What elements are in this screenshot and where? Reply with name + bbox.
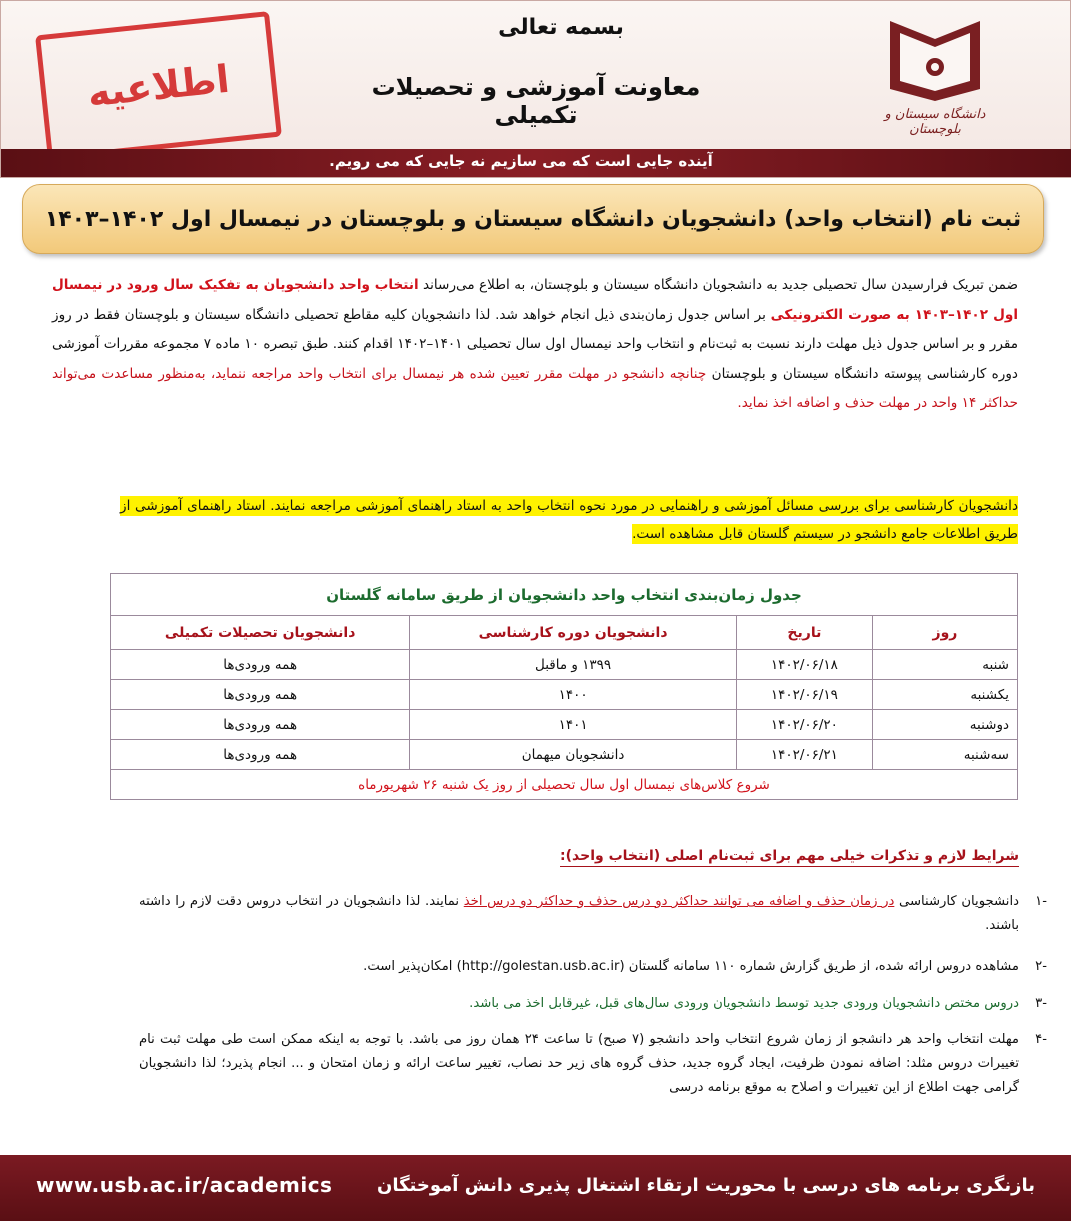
page-title: ثبت نام (انتخاب واحد) دانشجویان دانشگاه سیستان و بلوچستان در نیمسال اول ۱۴۰۲–۱۴۰۳ bbox=[44, 206, 1022, 232]
academics-url-link[interactable]: www.usb.ac.ir/academics bbox=[36, 1173, 333, 1197]
bismillah-title: بسمه تعالی bbox=[498, 15, 624, 40]
conditions-title: شرایط لازم و تذکرات خیلی مهم برای ثبت‌نام اصلی (انتخاب واحد): bbox=[560, 848, 1019, 867]
row-graduate: همه ورودی‌ها bbox=[111, 710, 410, 740]
table-row bbox=[111, 680, 1018, 710]
row-day: یکشنبه bbox=[872, 680, 1017, 710]
advisor-note bbox=[120, 492, 1018, 548]
university-logo bbox=[870, 11, 1000, 141]
row-undergrad: ۱۴۰۰ bbox=[410, 680, 737, 710]
schedule-table-wrapper bbox=[110, 573, 1018, 800]
table-row bbox=[111, 650, 1018, 680]
advisor-note-text: دانشجویان کارشناسی برای بررسی مسائل آموزشی و راهنمایی در مورد نحوه انتخاب واحد به استاد راهنمای آموزشی مراجعه نمایند. استاد راهنمای آموزشی از طریق اطلاعات جامع دانشجو در سیستم گلستان قابل مشاهده است. bbox=[120, 498, 1018, 542]
condition-text: دروس مختص دانشجویان ورودی جدید توسط دانشجویان ورودی سال‌های قبل، غیرقابل اخذ می باشد. bbox=[469, 996, 1019, 1011]
schedule-caption: جدول زمان‌بندی انتخاب واحد دانشجویان از طریق سامانه گلستان bbox=[111, 574, 1018, 616]
row-undergrad: ۱۴۰۱ bbox=[410, 710, 737, 740]
title-banner bbox=[22, 184, 1044, 254]
schedule-header-row bbox=[111, 616, 1018, 650]
condition-text: نمایند. لذا دانشجویان در انتخاب دروس دقت لازم را داشته باشند. bbox=[139, 894, 1019, 933]
row-date: ۱۴۰۲/۰۶/۲۱ bbox=[736, 740, 872, 770]
condition-item-3 bbox=[139, 992, 1047, 1016]
header bbox=[0, 0, 1071, 178]
condition-emphasis: در زمان حذف و اضافه می توانند حداکثر دو درس حذف و حداکثر دو درس اخذ bbox=[463, 894, 895, 909]
row-graduate: همه ورودی‌ها bbox=[111, 740, 410, 770]
schedule-table bbox=[110, 573, 1018, 800]
condition-item-4 bbox=[139, 1028, 1047, 1100]
condition-number: -۲ bbox=[1035, 959, 1047, 974]
condition-number: -۴ bbox=[1035, 1032, 1047, 1047]
footer-slogan: بازنگری برنامه های درسی با محوریت ارتقاء اشتغال پذیری دانش آموختگان bbox=[376, 1175, 1035, 1196]
condition-number: -۱ bbox=[1035, 894, 1047, 909]
row-date: ۱۴۰۲/۰۶/۱۸ bbox=[736, 650, 872, 680]
row-undergrad: دانشجویان میهمان bbox=[410, 740, 737, 770]
intro-paragraph bbox=[52, 271, 1018, 419]
condition-item-1 bbox=[139, 890, 1047, 938]
intro-text-2: بر اساس جدول زمان‌بندی ذیل انجام خواهد شد. لذا دانشجویان کلیه مقاطع تحصیلی دانشگاه سیستان و بلوچستان فقط در روز مقرر و بر اساس جدول ذیل مهلت دارند نسبت به ثبت‌نام و انتخاب واحد نیمسال اول سال تحصیلی ۱۴۰۱–۱۴۰۲ اقدام کنند. طبق تبصره ۱۰ ماده ۷ مجموعه مقررات آموزشی دوره کارشناسی پیوسته دانشگاه سیستان و بلوچستان bbox=[52, 306, 1018, 382]
condition-text: دانشجویان کارشناسی bbox=[894, 894, 1020, 909]
row-day: سه‌شنبه bbox=[872, 740, 1017, 770]
row-day: شنبه bbox=[872, 650, 1017, 680]
schedule-footer-row bbox=[111, 770, 1018, 800]
condition-text: مهلت انتخاب واحد هر دانشجو از زمان شروع انتخاب واحد دانشجو (۷ صبح) تا ساعت ۲۴ همان روز می باشد. با توجه به اینکه ممکن است طی مهلت ثبت نام تغییرات دروس مثلد: اضافه نمودن ظرفیت، ایجاد گروه جدید، حذف گروه های زیر حد نصاب، تغییر ساعت ارائه و زمان امتحان و ... انجام پذیرد؛ لذا دانشجویان گرامی جهت اطلاع از این تغییرات و اصلاح به موقع برنامه درسی bbox=[139, 1032, 1019, 1095]
university-logo-text: دانشگاه سیستان و بلوچستان bbox=[884, 107, 986, 137]
intro-text-1: ضمن تبریک فرارسیدن سال تحصیلی جدید به دانشجویان دانشگاه سیستان و بلوچستان، به اطلاع می‌رساند bbox=[418, 277, 1019, 293]
table-row bbox=[111, 740, 1018, 770]
announcement-stamp: اطلاعیه bbox=[35, 11, 282, 161]
slogan-bar bbox=[1, 149, 1071, 177]
row-day: دوشنبه bbox=[872, 710, 1017, 740]
department-title: معاونت آموزشی و تحصیلات تکمیلی bbox=[371, 73, 701, 129]
slogan-text: آینده جایی است که می سازیم نه جایی که می رویم. bbox=[329, 152, 713, 170]
header-day: روز bbox=[872, 616, 1017, 650]
header-date: تاریخ bbox=[736, 616, 872, 650]
row-undergrad: ۱۳۹۹ و ماقبل bbox=[410, 650, 737, 680]
header-undergrad: دانشجویان دوره کارشناسی bbox=[410, 616, 737, 650]
table-row bbox=[111, 710, 1018, 740]
condition-item-2 bbox=[139, 955, 1047, 979]
row-graduate: همه ورودی‌ها bbox=[111, 650, 410, 680]
row-date: ۱۴۰۲/۰۶/۱۹ bbox=[736, 680, 872, 710]
class-start-note: شروع کلاس‌های نیمسال اول سال تحصیلی از روز یک شنبه ۲۶ شهریورماه bbox=[111, 770, 1018, 800]
footer-bar bbox=[0, 1155, 1071, 1221]
condition-text: مشاهده دروس ارائه شده، از طریق گزارش شماره ۱۱۰ سامانه گلستان (http://golestan.usb.ac.ir) امکان‌پذیر است. bbox=[363, 959, 1019, 974]
row-date: ۱۴۰۲/۰۶/۲۰ bbox=[736, 710, 872, 740]
row-graduate: همه ورودی‌ها bbox=[111, 680, 410, 710]
condition-number: -۳ bbox=[1035, 996, 1047, 1011]
intro-emphasis-1: انتخاب واحد دانشجویان به تفکیک سال ورود در نیمسال اول ۱۴۰۲–۱۴۰۳ به صورت الکترونیکی bbox=[52, 277, 1018, 323]
header-graduate: دانشجویان تحصیلات تکمیلی bbox=[111, 616, 410, 650]
intro-emphasis-2: چنانچه دانشجو در مهلت مقرر تعیین شده هر نیمسال برای انتخاب واحد مراجعه ننماید، به‌منظور مساعدت می‌تواند حداکثر ۱۴ واحد در مهلت حذف و اضافه اخذ نماید. bbox=[52, 365, 1018, 411]
university-logo-icon bbox=[876, 11, 994, 101]
